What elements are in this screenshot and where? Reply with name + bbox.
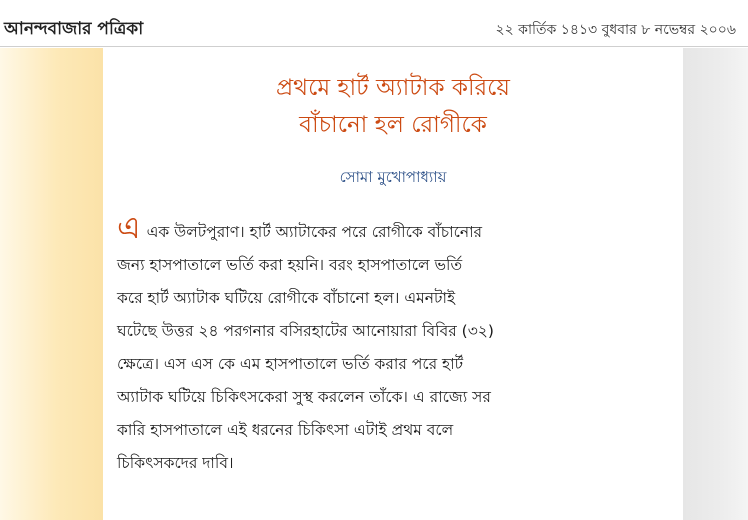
issue-date: ২২ কার্তিক ১৪১৩ বুধবার ৮ নভেম্বর ২০০৬ xyxy=(495,22,736,38)
body-line-7: কারি হাসপাতালে এই ধরনের চিকিৎসা এটাই প্রথম বলে xyxy=(117,421,454,439)
header-divider xyxy=(0,46,748,47)
body-line-8: চিকিৎসকদের দাবি। xyxy=(117,454,234,472)
body-line-1-text: এক উলটপুরাণ। হার্ট অ্যাটাকের পরে রোগীকে বাঁচানোর xyxy=(146,223,483,241)
headline-line-1: প্রথমে হার্ট অ্যাটাক করিয়ে xyxy=(276,75,510,101)
left-decorative-margin xyxy=(0,48,103,520)
article-headline xyxy=(103,70,683,144)
page-header xyxy=(0,0,748,48)
body-line-3: করে হার্ট অ্যাটাক ঘটিয়ে রোগীকে বাঁচানো হল। এমনটাই xyxy=(117,289,456,307)
body-line-6: অ্যাটাক ঘটিয়ে চিকিৎসকেরা সুস্থ করলেন তাঁকে। এ রাজ্যে সর xyxy=(117,388,491,406)
body-line-2: জন্য হাসপাতালে ভর্তি করা হয়নি। বরং হাসপাতালে ভর্তি xyxy=(117,256,463,274)
newspaper-masthead[interactable]: আনন্দবাজার পত্রিকা xyxy=(4,19,144,39)
body-line-5: ক্ষেত্রে। এস এস কে এম হাসপাতালে ভর্তি করার পরে হার্ট xyxy=(117,355,464,373)
article-body xyxy=(117,210,637,480)
article-byline: সোমা মুখোপাধ্যায় xyxy=(339,168,447,186)
body-line-4: ঘটেছে উত্তর ২৪ পরগনার বসিরহাটের আনোয়ারা বিবির (৩২) xyxy=(117,322,494,340)
drop-cap: এ xyxy=(117,210,141,246)
headline-line-2: বাঁচানো হল রোগীকে xyxy=(299,112,487,138)
body-line-1 xyxy=(117,210,637,249)
right-decorative-margin xyxy=(683,48,748,520)
article-container xyxy=(103,48,683,520)
